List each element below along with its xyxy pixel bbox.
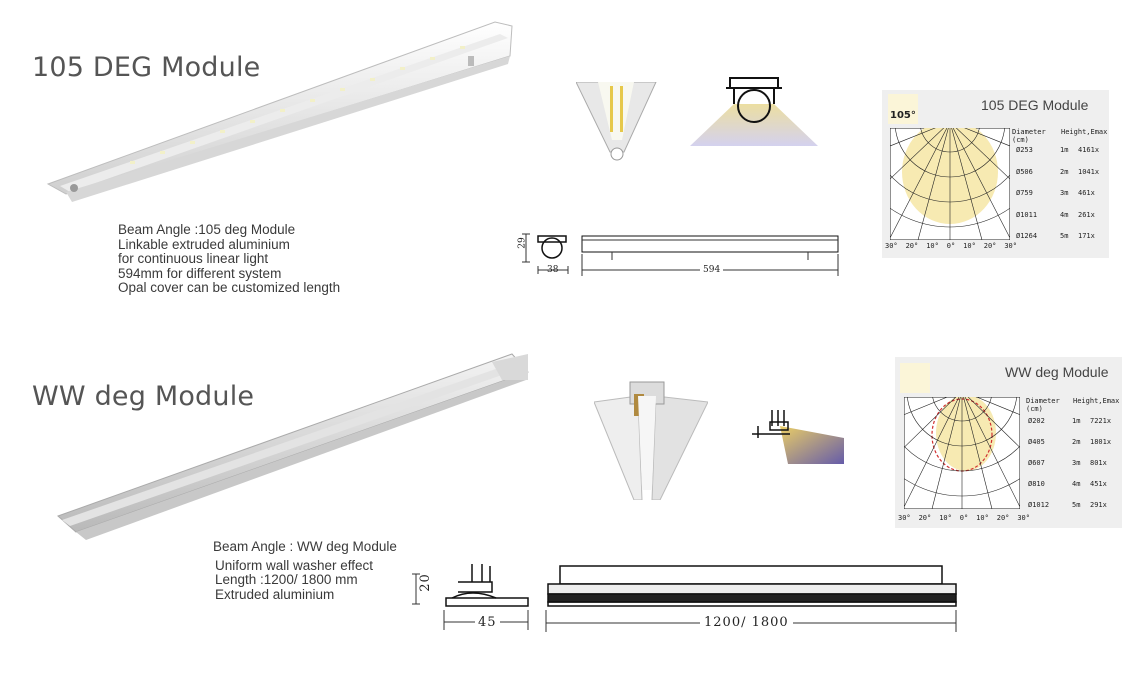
dim-105-length: 594 (700, 265, 723, 275)
polar-chart-ww (904, 397, 1020, 509)
panel-105-height-header: Height,Emax (1061, 128, 1108, 136)
table-row: Ø506 2m 1041x (1016, 167, 1100, 176)
dim-ww-length: 1200/ 1800 (700, 615, 793, 630)
dim-ww-height: 20 (417, 573, 433, 592)
product-image-105 (40, 16, 520, 206)
dim-105-height: 29 (517, 237, 528, 249)
dim-105-width: 38 (547, 265, 559, 275)
table-row: Ø759 3m 461x (1016, 189, 1095, 197)
table-row: Ø202 1m 7221x (1028, 417, 1112, 425)
panel-105-rows (1016, 146, 1106, 254)
table-row: Ø810 4m 451x (1028, 480, 1107, 488)
module-105-description: Beam Angle :105 deg Module Linkable extruded aluminium for continuous linear light 594mm for different system Opal cover can be customized length (118, 222, 341, 296)
module-ww-perspective-image (594, 378, 708, 500)
module-105-technical-drawing (512, 228, 842, 280)
module-ww-beam-image (750, 404, 844, 466)
panel-ww-diameter-header: Diameter (cm) (1026, 397, 1060, 413)
table-row: Ø1264 5m 171x (1016, 232, 1095, 240)
module-ww-description: Beam Angle : WW deg Module Uniform wall washer effect Length :1200/ 1800 mm Extruded aluminium (213, 539, 397, 602)
table-row: Ø607 3m 801x (1028, 459, 1107, 467)
module-105-beam-image (690, 74, 818, 148)
panel-105-angle-axis: 30° 20° 10° 0° 10° 20° 30° (885, 242, 1017, 250)
table-row: Ø253 1m 4161x (1016, 146, 1100, 154)
table-row: Ø1011 4m 261x (1016, 210, 1095, 219)
beam-angle-badge: 105° (890, 110, 916, 121)
module-105-title: 105 DEG Module (32, 52, 261, 83)
product-image-ww (52, 350, 532, 540)
photometric-panel-ww (895, 357, 1122, 528)
module-105-perspective-image (576, 82, 658, 162)
panel-ww-angle-axis: 30° 20° 10° 0° 10° 20° 30° (898, 514, 1030, 522)
table-row: Ø405 2m 1801x (1028, 438, 1112, 446)
panel-105-diameter-header: Diameter (cm) (1012, 128, 1046, 144)
module-ww-title: WW deg Module (32, 381, 255, 412)
panel-ww-rows (1028, 417, 1118, 522)
beam-badge-icon (900, 363, 930, 393)
panel-105-title: 105 DEG Module (981, 97, 1089, 113)
panel-ww-title: WW deg Module (1005, 364, 1109, 380)
polar-chart-105 (890, 128, 1010, 240)
panel-ww-height-header: Height,Emax (1073, 397, 1120, 405)
table-row: Ø1012 5m 291x (1028, 501, 1107, 509)
photometric-panel-105 (882, 90, 1109, 258)
dim-ww-width: 45 (475, 615, 500, 630)
